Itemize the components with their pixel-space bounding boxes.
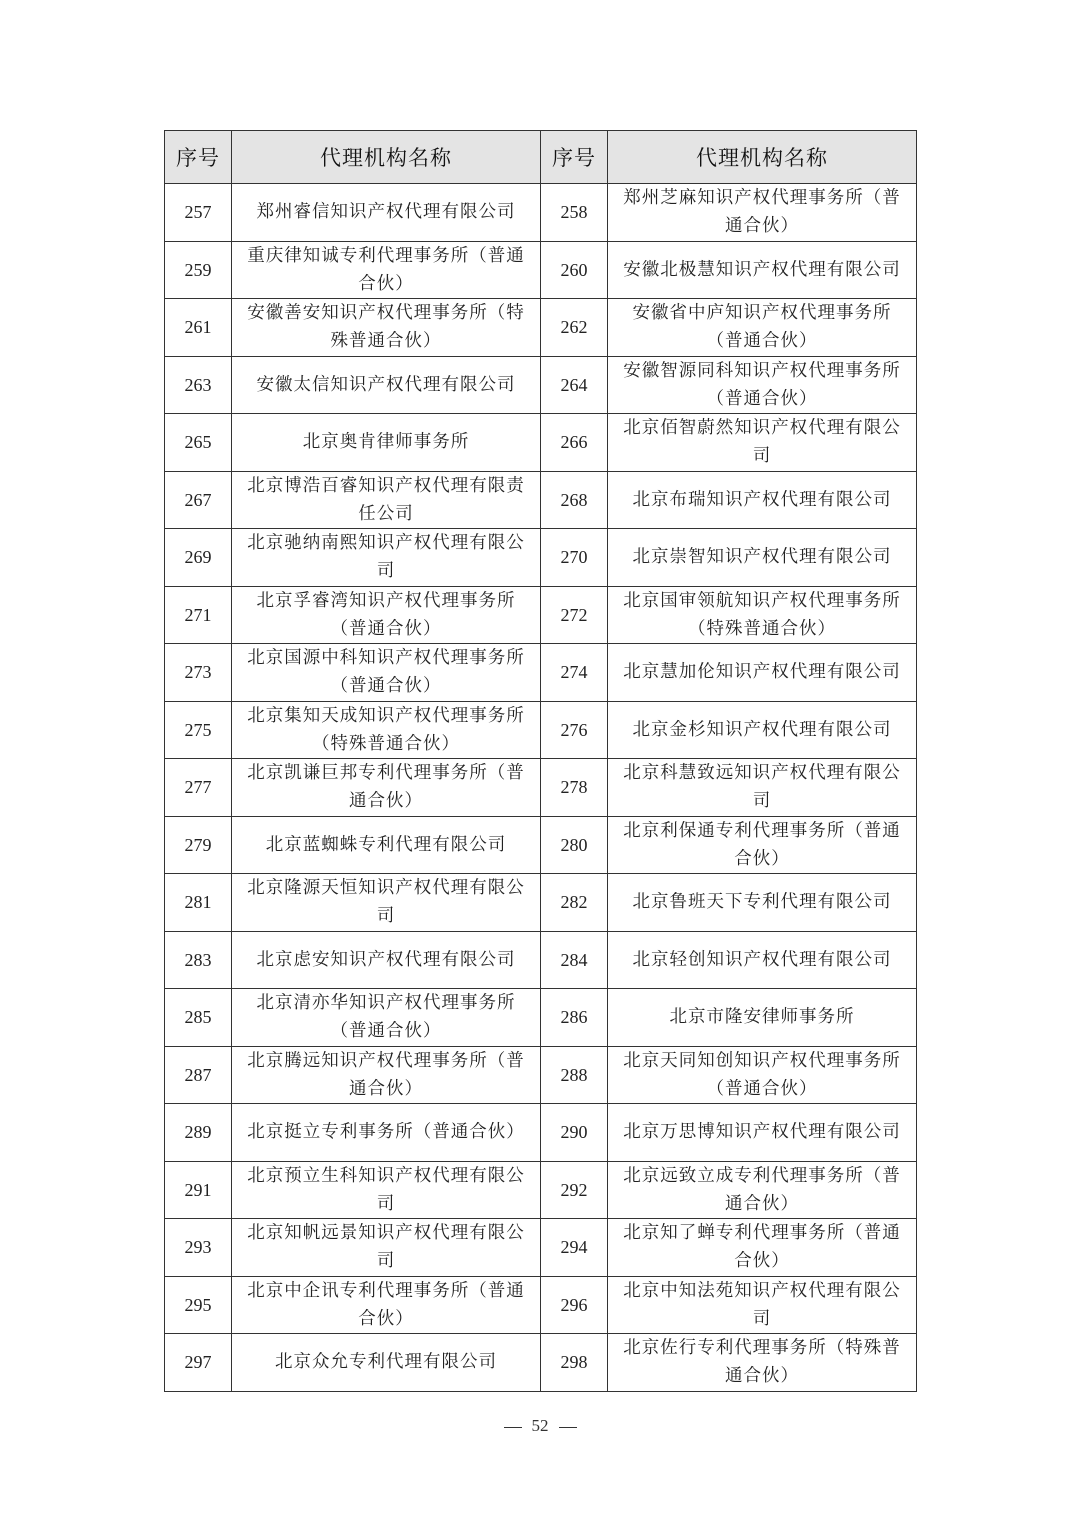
agency-name-right: 北京市隆安律师事务所 <box>608 989 917 1047</box>
row-number-right: 266 <box>541 414 608 472</box>
agency-name-left: 北京国源中科知识产权代理事务所（普通合伙） <box>232 644 541 702</box>
agency-name-left: 重庆律知诚专利代理事务所（普通合伙） <box>232 241 541 299</box>
table-row <box>165 1104 917 1162</box>
agency-name-left: 北京虑安知识产权代理有限公司 <box>232 931 541 989</box>
table-row <box>165 471 917 529</box>
table-row <box>165 931 917 989</box>
agency-name-right: 北京金杉知识产权代理有限公司 <box>608 701 917 759</box>
row-number-right: 258 <box>541 184 608 242</box>
row-number-right: 268 <box>541 471 608 529</box>
row-number-left: 291 <box>165 1161 232 1219</box>
agency-name-left: 安徽善安知识产权代理事务所（特殊普通合伙） <box>232 299 541 357</box>
table-header-row <box>165 131 917 184</box>
agency-name-left: 北京中企讯专利代理事务所（普通合伙） <box>232 1276 541 1334</box>
agency-name-right: 北京鲁班天下专利代理有限公司 <box>608 874 917 932</box>
row-number-left: 265 <box>165 414 232 472</box>
row-number-right: 280 <box>541 816 608 874</box>
row-number-right: 270 <box>541 529 608 587</box>
row-number-right: 292 <box>541 1161 608 1219</box>
row-number-left: 257 <box>165 184 232 242</box>
table-body <box>165 184 917 1392</box>
row-number-right: 260 <box>541 241 608 299</box>
row-number-right: 262 <box>541 299 608 357</box>
row-number-left: 267 <box>165 471 232 529</box>
row-number-left: 287 <box>165 1046 232 1104</box>
agency-name-left: 北京蓝蜘蛛专利代理有限公司 <box>232 816 541 874</box>
agency-name-right: 北京佐行专利代理事务所（特殊普通合伙） <box>608 1334 917 1392</box>
row-number-left: 295 <box>165 1276 232 1334</box>
table-row <box>165 701 917 759</box>
table-row <box>165 1276 917 1334</box>
table-row <box>165 184 917 242</box>
row-number-right: 290 <box>541 1104 608 1162</box>
agency-name-right: 北京远致立成专利代理事务所（普通合伙） <box>608 1161 917 1219</box>
agency-name-right: 北京科慧致远知识产权代理有限公司 <box>608 759 917 817</box>
row-number-left: 259 <box>165 241 232 299</box>
row-number-right: 276 <box>541 701 608 759</box>
table-row <box>165 356 917 414</box>
row-number-left: 283 <box>165 931 232 989</box>
header-name-right: 代理机构名称 <box>608 131 917 184</box>
row-number-left: 281 <box>165 874 232 932</box>
table-row <box>165 1334 917 1392</box>
row-number-left: 279 <box>165 816 232 874</box>
table-row <box>165 529 917 587</box>
agency-table <box>164 130 917 1392</box>
table-row <box>165 874 917 932</box>
header-number-left: 序号 <box>165 131 232 184</box>
agency-name-right: 安徽北极慧知识产权代理有限公司 <box>608 241 917 299</box>
row-number-right: 274 <box>541 644 608 702</box>
row-number-right: 272 <box>541 586 608 644</box>
row-number-right: 288 <box>541 1046 608 1104</box>
row-number-right: 264 <box>541 356 608 414</box>
agency-name-left: 北京预立生科知识产权代理有限公司 <box>232 1161 541 1219</box>
table-row <box>165 299 917 357</box>
agency-name-left: 北京博浩百睿知识产权代理有限责任公司 <box>232 471 541 529</box>
agency-name-left: 北京清亦华知识产权代理事务所（普通合伙） <box>232 989 541 1047</box>
row-number-left: 275 <box>165 701 232 759</box>
agency-name-right: 北京万思博知识产权代理有限公司 <box>608 1104 917 1162</box>
table-row <box>165 759 917 817</box>
table-row <box>165 414 917 472</box>
footer-dash-left <box>504 1427 522 1428</box>
agency-name-left: 北京奥肯律师事务所 <box>232 414 541 472</box>
row-number-right: 294 <box>541 1219 608 1277</box>
row-number-left: 289 <box>165 1104 232 1162</box>
agency-name-right: 北京天同知创知识产权代理事务所（普通合伙） <box>608 1046 917 1104</box>
row-number-right: 282 <box>541 874 608 932</box>
agency-name-right: 北京布瑞知识产权代理有限公司 <box>608 471 917 529</box>
agency-name-right: 北京中知法苑知识产权代理有限公司 <box>608 1276 917 1334</box>
agency-name-left: 北京腾远知识产权代理事务所（普通合伙） <box>232 1046 541 1104</box>
row-number-left: 263 <box>165 356 232 414</box>
row-number-left: 277 <box>165 759 232 817</box>
agency-name-left: 北京众允专利代理有限公司 <box>232 1334 541 1392</box>
agency-name-right: 安徽省中庐知识产权代理事务所（普通合伙） <box>608 299 917 357</box>
page-number: 52 <box>531 1416 549 1435</box>
row-number-left: 269 <box>165 529 232 587</box>
row-number-left: 297 <box>165 1334 232 1392</box>
agency-name-right: 北京轻创知识产权代理有限公司 <box>608 931 917 989</box>
agency-name-left: 北京驰纳南熙知识产权代理有限公司 <box>232 529 541 587</box>
agency-name-right: 北京国审领航知识产权代理事务所（特殊普通合伙） <box>608 586 917 644</box>
table-row <box>165 586 917 644</box>
header-number-right: 序号 <box>541 131 608 184</box>
agency-name-left: 安徽太信知识产权代理有限公司 <box>232 356 541 414</box>
row-number-right: 284 <box>541 931 608 989</box>
table-row <box>165 989 917 1047</box>
row-number-left: 271 <box>165 586 232 644</box>
agency-name-right: 北京知了蝉专利代理事务所（普通合伙） <box>608 1219 917 1277</box>
agency-name-right: 郑州芝麻知识产权代理事务所（普通合伙） <box>608 184 917 242</box>
row-number-left: 273 <box>165 644 232 702</box>
row-number-right: 278 <box>541 759 608 817</box>
table-row <box>165 1161 917 1219</box>
header-name-left: 代理机构名称 <box>232 131 541 184</box>
table-row <box>165 816 917 874</box>
table-row <box>165 241 917 299</box>
agency-name-left: 北京集知天成知识产权代理事务所（特殊普通合伙） <box>232 701 541 759</box>
row-number-left: 285 <box>165 989 232 1047</box>
agency-name-right: 北京佰智蔚然知识产权代理有限公司 <box>608 414 917 472</box>
table-row <box>165 1219 917 1277</box>
row-number-right: 296 <box>541 1276 608 1334</box>
row-number-right: 298 <box>541 1334 608 1392</box>
agency-name-right: 安徽智源同科知识产权代理事务所（普通合伙） <box>608 356 917 414</box>
agency-name-right: 北京利保通专利代理事务所（普通合伙） <box>608 816 917 874</box>
agency-name-left: 北京隆源天恒知识产权代理有限公司 <box>232 874 541 932</box>
table-row <box>165 644 917 702</box>
table-row <box>165 1046 917 1104</box>
page-footer <box>0 1416 1080 1436</box>
agency-name-left: 北京挺立专利事务所（普通合伙） <box>232 1104 541 1162</box>
row-number-right: 286 <box>541 989 608 1047</box>
row-number-left: 293 <box>165 1219 232 1277</box>
agency-name-left: 郑州睿信知识产权代理有限公司 <box>232 184 541 242</box>
row-number-left: 261 <box>165 299 232 357</box>
agency-name-right: 北京慧加伦知识产权代理有限公司 <box>608 644 917 702</box>
agency-name-left: 北京知帆远景知识产权代理有限公司 <box>232 1219 541 1277</box>
agency-name-left: 北京孚睿湾知识产权代理事务所（普通合伙） <box>232 586 541 644</box>
footer-dash-right <box>559 1427 577 1428</box>
agency-name-left: 北京凯谦巨邦专利代理事务所（普通合伙） <box>232 759 541 817</box>
agency-name-right: 北京崇智知识产权代理有限公司 <box>608 529 917 587</box>
